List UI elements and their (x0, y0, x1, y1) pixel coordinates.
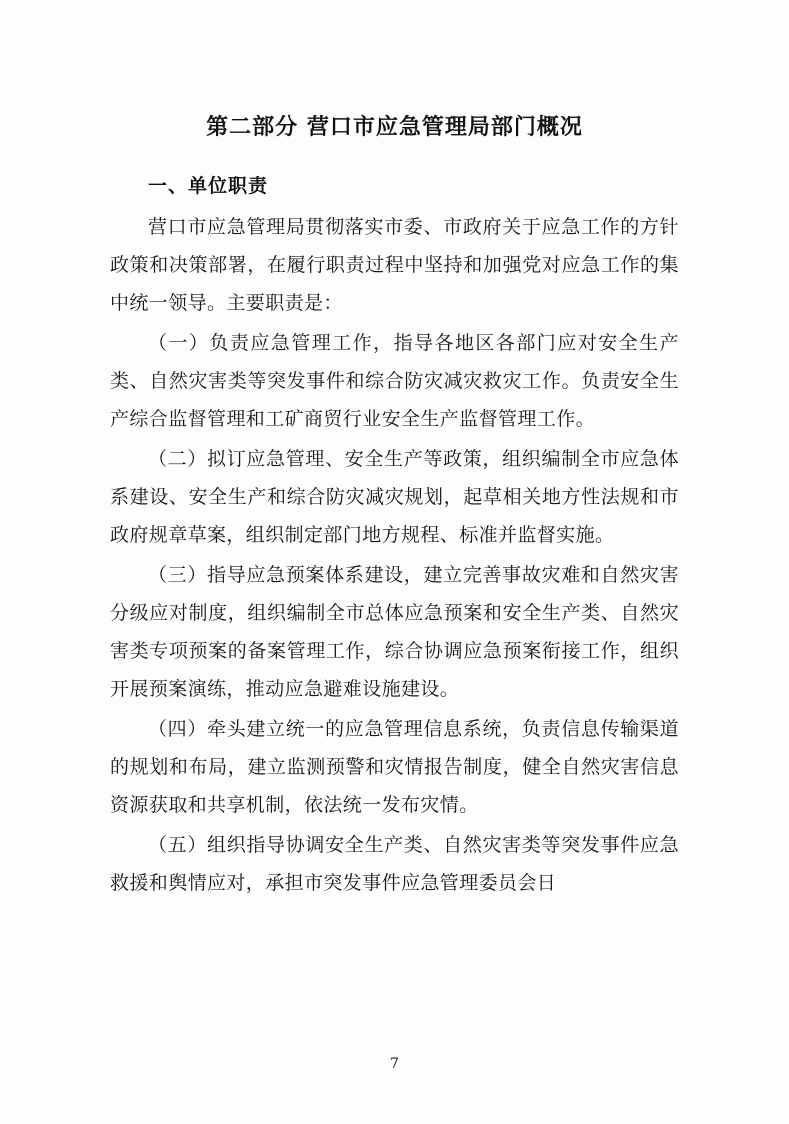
paragraph-item-4: （四）牵头建立统一的应急管理信息系统，负责信息传输渠道的规划和布局，建立监测预警和灾情报告制度，健全自然灾害信息资源获取和共享机制，依法统一发布灾情。 (110, 718, 679, 816)
page-number: 7 (390, 1056, 399, 1072)
paragraph-item-3: （三）指导应急预案体系建设，建立完善事故灾难和自然灾害分级应对制度，组织编制全市总体应急预案和安全生产类、自然灾害类专项预案的备案管理工作，综合协调应急预案衔接工作，组织开展预案演练，推动应急避难设施建设。 (110, 564, 679, 700)
section-heading-unit-duties: 一、单位职责 (148, 175, 269, 197)
page-title: 第二部分 营口市应急管理局部门概况 (206, 114, 583, 140)
paragraph-item-1: （一）负责应急管理工作，指导各地区各部门应对安全生产类、自然灾害类等突发事件和综合防灾减灾救灾工作。负责安全生产综合监督管理和工矿商贸行业安全生产监督管理工作。 (110, 332, 679, 430)
paragraph-item-2: （二）拟订应急管理、安全生产等政策，组织编制全市应急体系建设、安全生产和综合防灾减灾规划，起草相关地方性法规和市政府规章草案，组织制定部门地方规程、标准并监督实施。 (110, 448, 679, 546)
paragraph-intro: 营口市应急管理局贯彻落实市委、市政府关于应急工作的方针政策和决策部署，在履行职责过程中坚持和加强党对应急工作的集中统一领导。主要职责是： (110, 216, 679, 314)
paragraph-item-5: （五）组织指导协调安全生产类、自然灾害类等突发事件应急救援和舆情应对，承担市突发事件应急管理委员会日 (110, 834, 679, 894)
